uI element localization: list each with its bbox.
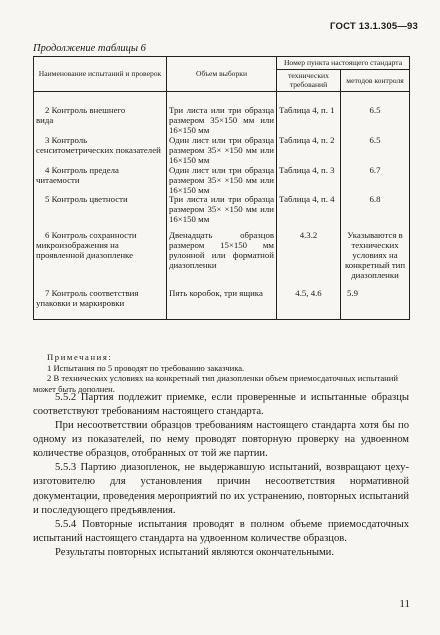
standard-number: ГОСТ 13.1.305—93: [330, 21, 418, 32]
sample-size: Три листа или три образца размером 35×150 мм или 16×150 мм: [169, 105, 274, 135]
test-name: 3 Контроль сенситометрических показателей: [36, 134, 161, 155]
test-name: 2 Контроль внешнего вида: [36, 105, 126, 125]
table-continuation-label: Продолжение таблицы 6: [33, 43, 146, 54]
table-row: [34, 225, 410, 281]
table-row: [34, 281, 410, 319]
paragraph-5-5-4: 5.5.4 Повторные испытания проводят в полном объеме приемосдаточных испытаний настоящего стандарта на удвоенном количестве образцов.: [33, 518, 409, 544]
paragraph-final-results: Результаты повторных испытаний являются окончательными.: [55, 546, 335, 558]
col-header-control-methods: методов контроля: [341, 70, 410, 92]
test-name: 7 Контроль соответствия упаковки и маркировки: [36, 287, 139, 308]
col-header-tech-requirements: технических требований: [277, 70, 341, 92]
table-row: [34, 136, 410, 166]
sample-size: Двенадцать образцов размером 15×150 мм рулонной или форматной диазопленки: [169, 230, 274, 271]
tech-requirement-ref: Таблица 4, п. 4: [277, 195, 341, 225]
tech-requirement-ref: Таблица 4, п. 1: [277, 106, 341, 136]
table-row: [34, 195, 410, 225]
sample-size: Один лист или три образца размером 35× ×150 мм или 16×150 мм: [169, 134, 274, 165]
col-header-clause-number: Номер пункта настоящего стандарта: [277, 57, 410, 70]
control-method-ref: 5.9: [341, 281, 410, 319]
table-row: [34, 166, 410, 196]
tech-requirement-ref: 4.5, 4.6: [277, 281, 341, 319]
body-text: [33, 391, 409, 560]
note-item: 1 Испытания по 5 проводят по требованию заказчика.: [47, 362, 245, 373]
table-notes: [33, 352, 409, 395]
sample-size: Один лист или три образца размером 35× ×150 мм или 16×150 мм: [169, 164, 274, 195]
tests-table: [33, 56, 410, 320]
page-number: 11: [399, 598, 410, 610]
notes-title: Примечания:: [47, 352, 113, 362]
tech-requirement-ref: Таблица 4, п. 3: [277, 166, 341, 196]
test-name: 5 Контроль цветности: [45, 194, 128, 205]
control-method-ref: 6.8: [341, 195, 410, 225]
col-header-tests: Наименование испытаний и проверок: [34, 57, 167, 92]
control-method-ref: 6.5: [341, 106, 410, 136]
test-name: 6 Контроль сохранности микроизображения на проявленной диазопленке: [36, 230, 137, 261]
paragraph-5-5-2: 5.5.2 Партия подлежит приемке, если проверенные и испытанные образцы соответствуют требованиям настоящего стандарта.: [33, 392, 409, 418]
note-item: 2 В технических условиях на конкретный тип диазопленки объем приемосдаточных испытаний может быть дополнен.: [33, 373, 398, 395]
sample-size: Пять коробок, три ящика: [169, 287, 263, 298]
test-name: 4 Контроль предела читаемости: [36, 164, 119, 185]
paragraph-5-5-3: 5.5.3 Партию диазопленок, не выдержавшую испытаний, возвращают цеху-изготовителю для установления причин несоответствия нормативной документации, проведения мероприятий по их устранению, повторных испытаний и последующего предъявления.: [33, 462, 409, 516]
control-method-ref: Указываются в технических условиях на конкретный тип диазопленки: [341, 225, 410, 281]
tech-requirement-ref: Таблица 4, п. 2: [277, 136, 341, 166]
control-method-ref: 6.7: [341, 166, 410, 196]
control-method-ref: 6.5: [341, 136, 410, 166]
table-row: [34, 106, 410, 136]
col-header-sample-size: Объем выборки: [167, 57, 277, 92]
tech-requirement-ref: 4.3.2: [277, 225, 341, 281]
sample-size: Три листа или три образца размером 35× ×150 мм или 16×150 мм: [169, 194, 274, 225]
paragraph-nonconformity: При несоответствии образцов требованиям настоящего стандарта хотя бы по одному из показателей, по нему проводят повторную проверку на удвоенном количестве образцов, отобранных от той же партии.: [33, 420, 409, 460]
